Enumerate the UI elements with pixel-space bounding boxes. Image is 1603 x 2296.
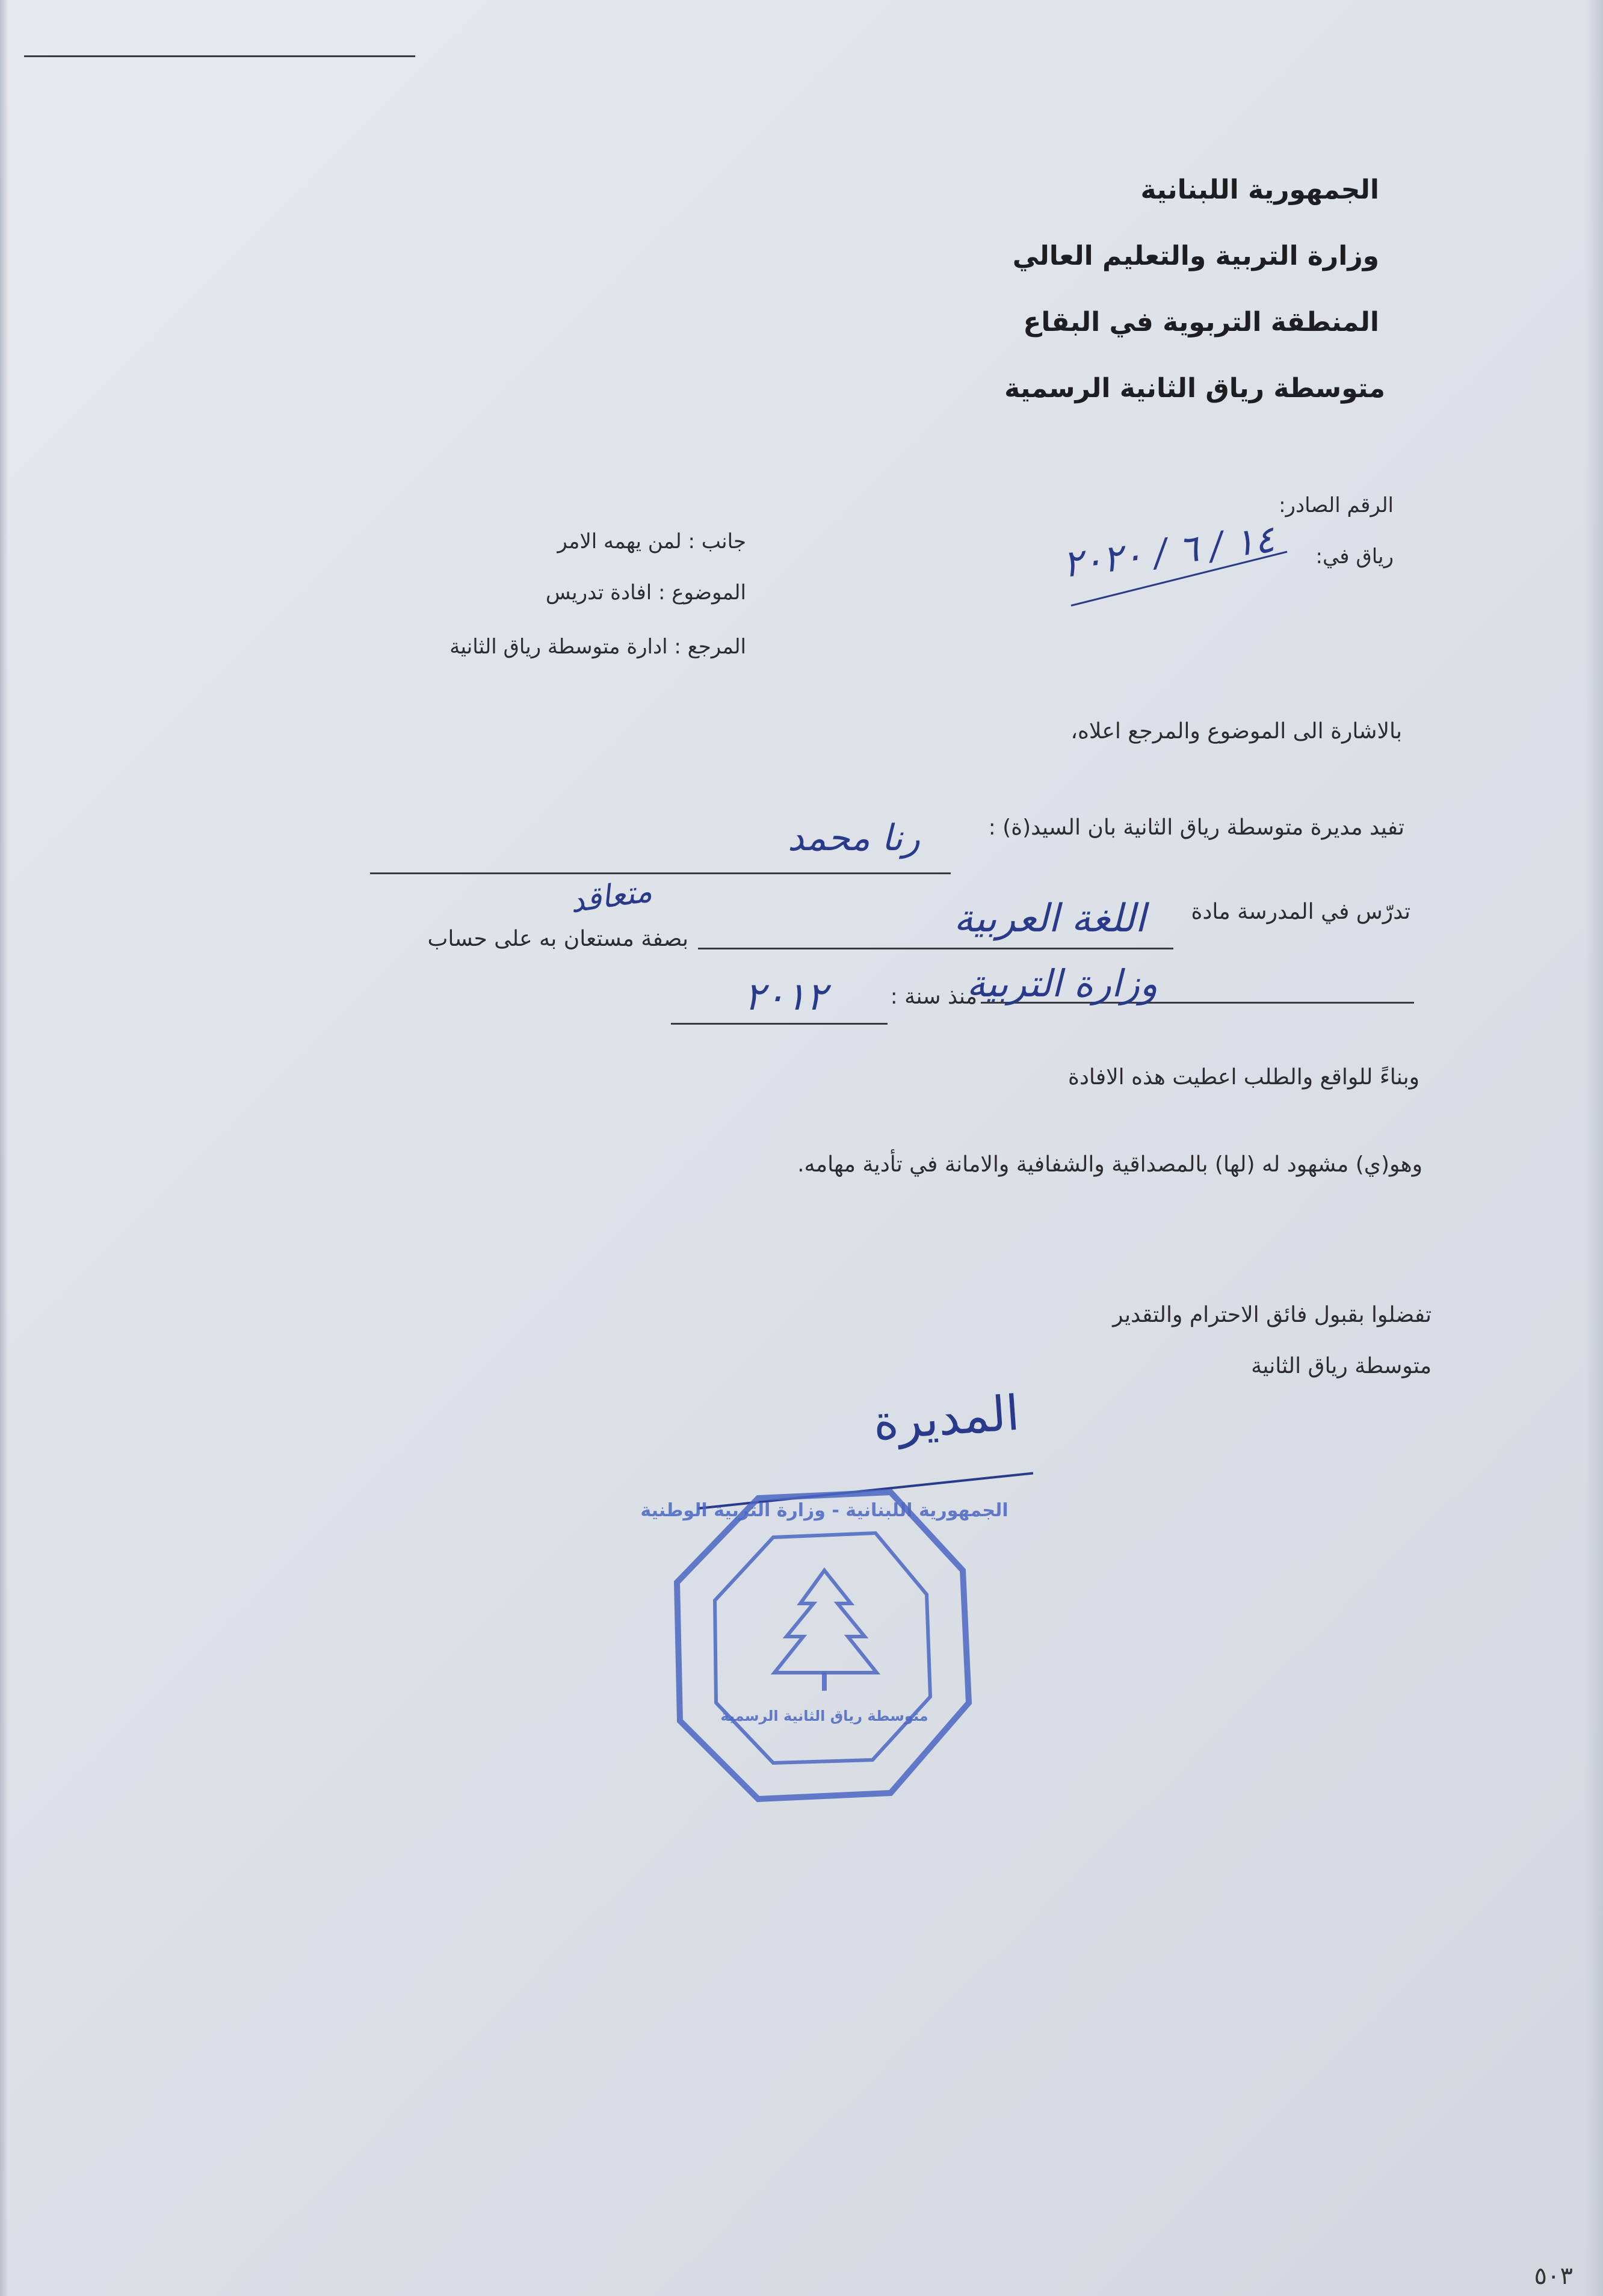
greeting: بالاشارة الى الموضوع والمرجع اعلاه، bbox=[1070, 719, 1402, 744]
year-underline bbox=[671, 1023, 888, 1025]
handwritten-role: متعاقد bbox=[567, 872, 655, 921]
header-school: متوسطة رياق الثانية الرسمية bbox=[1004, 373, 1385, 404]
handwritten-subject: اللغة العربية bbox=[954, 896, 1146, 941]
subject-underline bbox=[698, 948, 1173, 949]
subject-field: الموضوع : افادة تدريس bbox=[545, 581, 746, 605]
testimony-line: وهو(ي) مشهود له (لها) بالمصداقية والشفافية والامانة في تأدية مهامه. bbox=[797, 1152, 1422, 1177]
top-left-rule bbox=[24, 55, 415, 57]
handwritten-year: ٢٠١٢ bbox=[744, 975, 827, 1019]
handwritten-employer: وزارة التربية bbox=[966, 961, 1158, 1005]
handwritten-name: رنا محمد bbox=[787, 817, 920, 859]
since-year-label: منذ سنة : bbox=[890, 984, 977, 1009]
stamp-inner-text: متوسطة رياق الثانية الرسمية bbox=[720, 1708, 928, 1724]
reference-field: المرجع : ادارة متوسطة رياق الثانية bbox=[449, 635, 746, 659]
header-region: المنطقة التربوية في البقاع bbox=[1023, 307, 1379, 338]
capacity-text: بصفة مستعان به على حساب bbox=[427, 927, 688, 951]
footer-mark: ٥٠٣ bbox=[1534, 2262, 1573, 2290]
signature: المديرة bbox=[871, 1384, 1021, 1451]
header-republic: الجمهورية اللبنانية bbox=[1140, 174, 1379, 205]
ref-number-label: الرقم الصادر: bbox=[1279, 493, 1394, 517]
certify-line-prefix: تفيد مديرة متوسطة رياق الثانية بان السيد(ة) : bbox=[988, 815, 1404, 840]
left-edge bbox=[0, 0, 8, 2296]
handwritten-date: ١٤ / ٦ / ٢٠٢٠ bbox=[1060, 516, 1277, 587]
name-underline bbox=[370, 872, 951, 874]
right-edge bbox=[1585, 0, 1603, 2296]
header-ministry: وزارة التربية والتعليم العالي bbox=[1012, 241, 1379, 271]
teaches-prefix: تدرّس في المدرسة مادة bbox=[1191, 900, 1410, 924]
closing-school: متوسطة رياق الثانية bbox=[1251, 1354, 1432, 1378]
official-stamp bbox=[640, 1480, 1008, 1817]
based-on-request: وبناءً للواقع والطلب اعطيت هذه الافادة bbox=[1068, 1065, 1419, 1090]
ref-date-label: رياق في: bbox=[1315, 545, 1394, 569]
stamp-outer-text: الجمهورية اللبنانية - وزارة التربية الوطنية bbox=[640, 1500, 1008, 1521]
to-field: جانب : لمن يهمه الامر bbox=[557, 529, 746, 554]
closing-regards: تفضلوا بقبول فائق الاحترام والتقدير bbox=[1113, 1303, 1432, 1327]
